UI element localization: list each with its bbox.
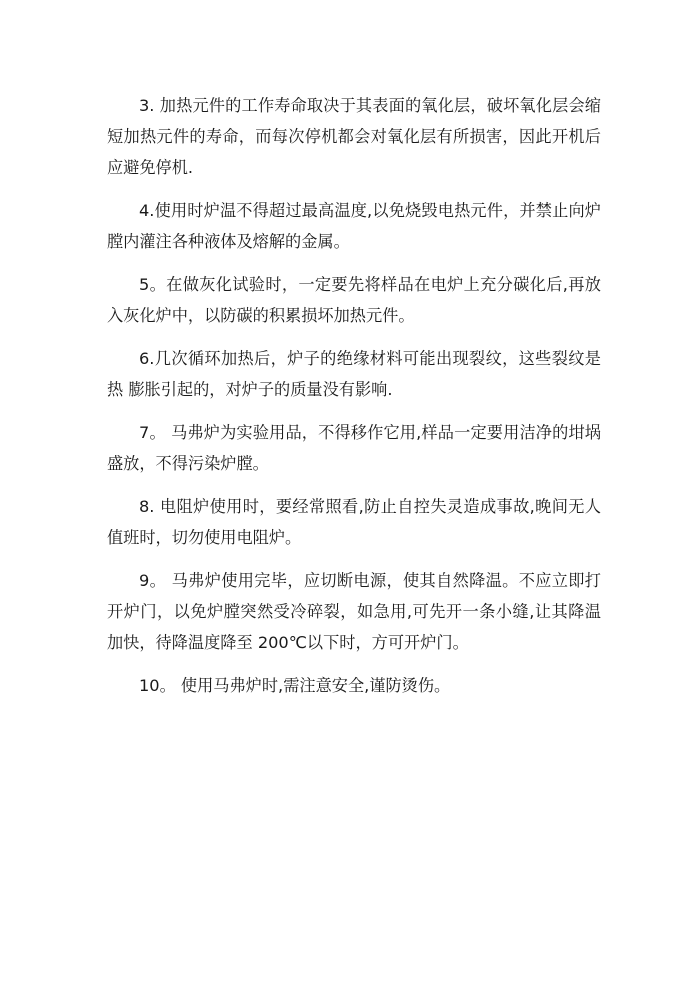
paragraph-item-4: 4.使用时炉温不得超过最高温度,以免烧毁电热元件，并禁止向炉 膛内灌注各种液体及熔解的金属。 (107, 201, 601, 251)
paragraph-item-5: 5。在做灰化试验时，一定要先将样品在电炉上充分碳化后,再放入灰化炉中，以防碳的积累损坏加热元件。 (107, 275, 601, 325)
paragraph-item-3: 3. 加热元件的工作寿命取决于其表面的氧化层，破坏氧化层会缩短加热元件的寿命，而每次停机都会对氧化层有所损害，因此开机后应避免停机. (107, 96, 601, 177)
document-body (107, 90, 601, 713)
paragraph-item-6: 6.几次循环加热后，炉子的绝缘材料可能出现裂纹，这些裂纹是热 膨胀引起的，对炉子的质量没有影响. (107, 349, 601, 399)
paragraph-item-10: 10。 使用马弗炉时,需注意安全,谨防烫伤。 (139, 676, 451, 695)
paragraph-item-7: 7。 马弗炉为实验用品，不得移作它用,样品一定要用洁净的坩埚盛放，不得污染炉膛。 (107, 423, 601, 473)
paragraph-item-8: 8. 电阻炉使用时，要经常照看,防止自控失灵造成事故,晚间无人 值班时，切勿使用电阻炉。 (107, 497, 601, 547)
paragraph-item-9: 9。 马弗炉使用完毕，应切断电源，使其自然降温。不应立即打开炉门，以免炉膛突然受冷碎裂，如急用,可先开一条小缝,让其降温 加快，待降温度降至 200℃以下时，方可开炉门。 (107, 571, 601, 652)
